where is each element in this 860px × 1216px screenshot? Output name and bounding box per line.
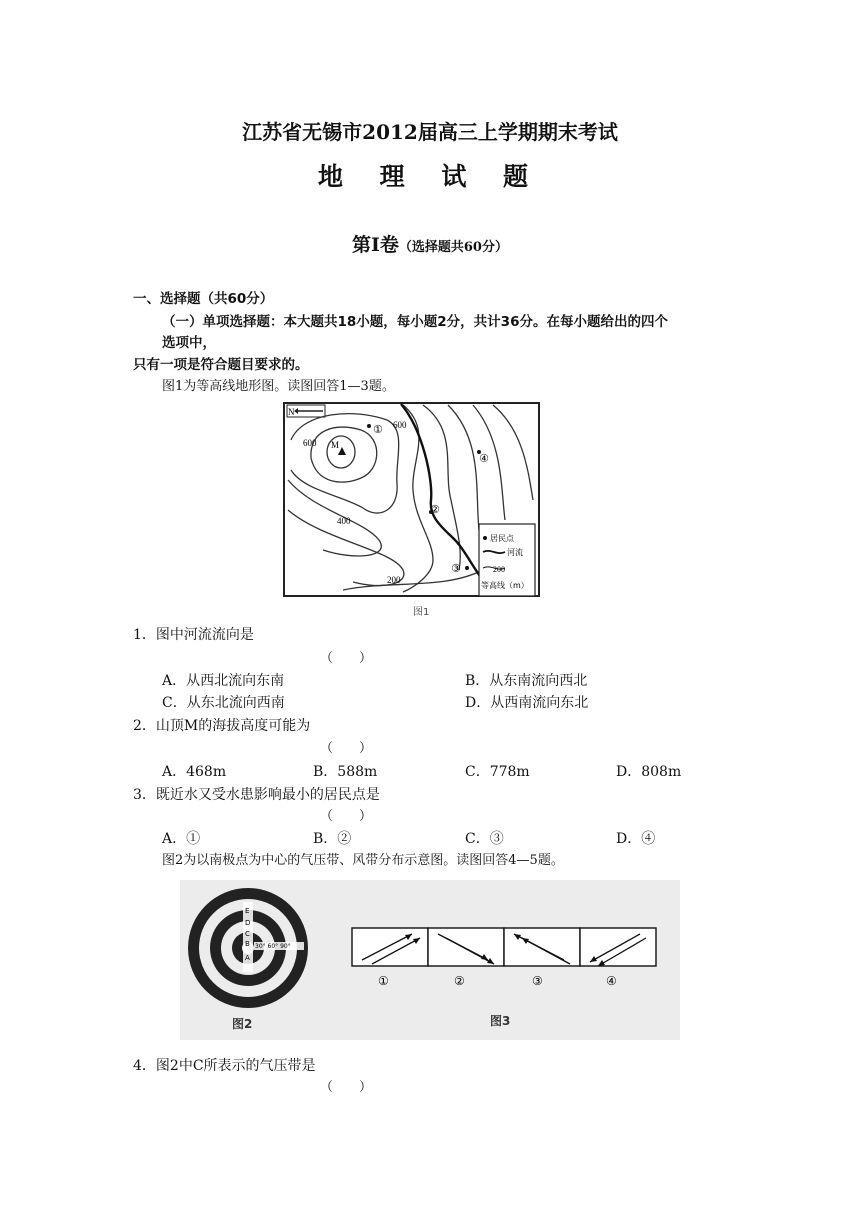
settlement-label-4: ④ bbox=[479, 452, 489, 465]
q3-option-c: C．③ bbox=[465, 831, 504, 847]
q2-option-d: D．808m bbox=[616, 764, 682, 780]
wind-boxes bbox=[352, 928, 656, 966]
belt-label-b: B bbox=[245, 940, 250, 948]
q2-option-b: B．588m bbox=[313, 764, 378, 780]
contour-label-600-left: 600 bbox=[303, 438, 317, 448]
q4-stem: 4．图2中C所表示的气压带是 bbox=[133, 1058, 316, 1074]
legend-contour-value: 200 bbox=[493, 565, 505, 574]
q2-option-c: C．778m bbox=[465, 764, 530, 780]
q1-option-d: D．从西南流向东北 bbox=[465, 695, 589, 711]
wind-box-num-1: ① bbox=[378, 974, 389, 988]
volume-title bbox=[0, 230, 860, 257]
belt-label-c: C bbox=[245, 930, 250, 938]
belt-label-a: A bbox=[245, 954, 250, 962]
instruction-line-3: 只有一项是符合题目要求的。 bbox=[133, 357, 309, 373]
section-heading: 一、选择题（共60分） bbox=[133, 291, 274, 307]
subject-title: 地 理 试 题 bbox=[317, 162, 543, 191]
q1-option-b: B．从东南流向西北 bbox=[465, 673, 588, 689]
wind-box-num-3: ③ bbox=[532, 974, 543, 988]
contour-label-200-bottom: 200 bbox=[387, 575, 401, 585]
wind-box-num-2: ② bbox=[454, 974, 465, 988]
figure2-caption: 图2 bbox=[232, 1017, 253, 1031]
instruction-line-2: 选项中， bbox=[162, 335, 216, 351]
q3-answer-paren: （ ） bbox=[320, 809, 373, 824]
peak-label: M bbox=[331, 440, 340, 450]
figure2-3-scan bbox=[180, 880, 680, 1040]
legend-settlement-dot bbox=[483, 536, 487, 540]
settlement-3 bbox=[465, 566, 469, 570]
figure3-caption: 图3 bbox=[490, 1014, 511, 1028]
q3-option-a: A．① bbox=[162, 831, 201, 847]
q2-option-a: A．468m bbox=[162, 764, 227, 780]
q3-option-d: D．④ bbox=[616, 831, 656, 847]
settlement-label-3: ③ bbox=[451, 562, 461, 575]
degree-labels: 30° 60° 90° bbox=[255, 943, 291, 950]
wind-box-2 bbox=[428, 928, 504, 966]
q1-option-a: A．从西北流向东南 bbox=[162, 673, 285, 689]
contour-label-600-top: 600 bbox=[393, 420, 407, 430]
legend-contour-label: 等高线（m） bbox=[481, 581, 529, 590]
wind-box-num-4: ④ bbox=[606, 974, 617, 988]
q3-stem: 3．既近水又受水患影响最小的居民点是 bbox=[133, 787, 380, 803]
wind-box-3 bbox=[504, 928, 580, 966]
exam-title: 江苏省无锡市2012届高三上学期期末考试 bbox=[242, 120, 618, 144]
figure1-intro: 图1为等高线地形图。读图回答1—3题。 bbox=[162, 379, 395, 394]
settlement-label-1: ① bbox=[373, 423, 383, 436]
volume-note: （选择题共60分） bbox=[398, 240, 508, 255]
belt-label-e: E bbox=[245, 907, 250, 915]
q1-option-c: C．从东北流向西南 bbox=[162, 695, 285, 711]
instruction-line-1: （一）单项选择题：本大题共18小题，每小题2分，共计36分。在每小题给出的四个 bbox=[162, 314, 668, 330]
figure1-caption: 图1 bbox=[413, 607, 430, 618]
legend-river-label: 河流 bbox=[507, 548, 523, 557]
q2-answer-paren: （ ） bbox=[320, 741, 373, 756]
north-label: N bbox=[288, 407, 295, 417]
contour-label-400: 400 bbox=[337, 516, 351, 526]
figure1-contour-map bbox=[283, 400, 543, 620]
figure2-3-svg bbox=[180, 880, 680, 1040]
q2-stem: 2．山顶M的海拔高度可能为 bbox=[133, 718, 311, 734]
q1-answer-paren: （ ） bbox=[320, 651, 373, 666]
q4-answer-paren: （ ） bbox=[320, 1080, 373, 1095]
belt-label-d: D bbox=[245, 919, 251, 927]
figure2-intro: 图2为以南极点为中心的气压带、风带分布示意图。读图回答4—5题。 bbox=[162, 853, 564, 868]
wind-box-1 bbox=[352, 928, 428, 966]
legend-settlement-label: 居民点 bbox=[490, 534, 514, 543]
settlement-label-2: ② bbox=[430, 503, 440, 516]
settlement-1 bbox=[367, 424, 371, 428]
q1-stem: 1．图中河流流向是 bbox=[133, 627, 254, 643]
contour-map-svg bbox=[283, 400, 543, 620]
q3-option-b: B．② bbox=[313, 831, 352, 847]
volume-main: 第Ⅰ卷 bbox=[352, 234, 399, 256]
